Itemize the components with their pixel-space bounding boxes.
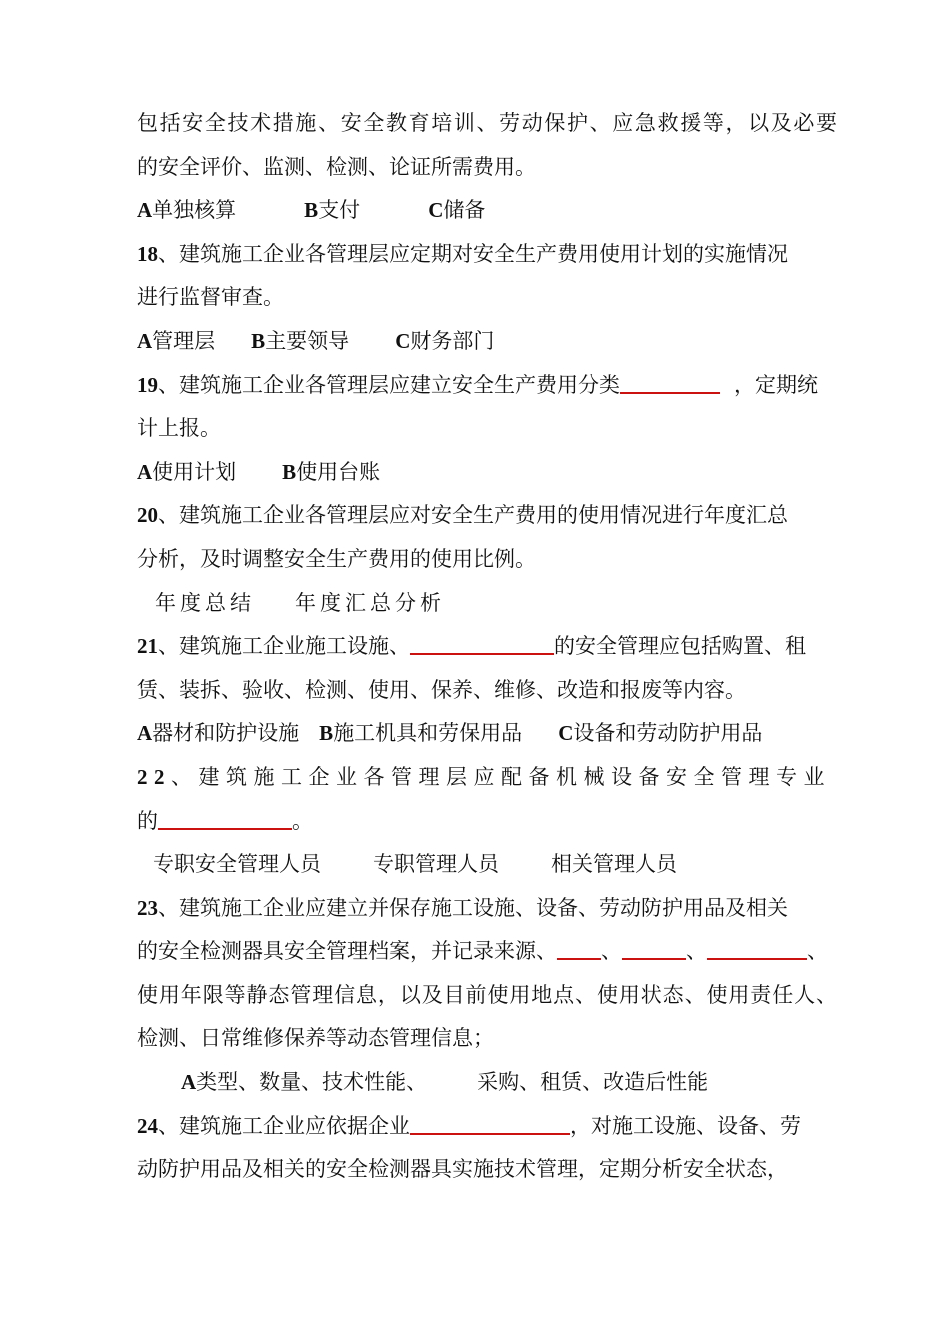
text-line: 动防护用品及相关的安全检测器具实施技术管理，定期分析安全状态， [137,1157,788,1182]
option-c: C财务部门 [395,328,495,353]
question-number: 23 [137,895,158,920]
text-line: 计上报。 [137,416,221,441]
answer-blank[interactable] [707,938,807,960]
question-number: 19 [137,372,158,397]
question-23: 23、建筑施工企业应建立并保存施工设施、设备、劳动防护用品及相关 [137,895,788,920]
text-line: 包括安全技术措施、安全教育培训、劳动保护、应急救援等，以及必要 [137,111,837,135]
answer-blank[interactable] [158,808,292,830]
option-a: A使用计划 [137,459,237,484]
question-21: 21、建筑施工企业施工设施、 的安全管理应包括购置、租 [137,634,806,659]
option-a: A类型、数量、技术性能、 [181,1070,428,1095]
answer-blank[interactable] [410,1113,570,1135]
option-b: B施工机具和劳保用品 [319,721,523,746]
q19-options [137,451,837,495]
option-a: A器材和防护设施 [137,721,300,746]
question-number: 18 [137,241,158,266]
answer-blank[interactable] [410,633,554,655]
question-18: 18、建筑施工企业各管理层应定期对安全生产费用使用计划的实施情况 [137,241,788,266]
question-number: 24 [137,1113,158,1138]
text-line: 进行监督审查。 [137,285,284,310]
option-2: 专职管理人员 [373,852,499,877]
q20-options [137,582,837,626]
question-22: 22、建筑施工企业各管理层应配备机械设备安全管理专业 [137,764,831,789]
option-1: 年度总结 [155,590,255,615]
question-20: 20、建筑施工企业各管理层应对安全生产费用的使用情况进行年度汇总 [137,503,788,528]
text-line: 的安全评价、监测、检测、论证所需费用。 [137,154,536,179]
text-line: 的安全检测器具安全管理档案，并记录来源、 、 、 、 [137,939,828,964]
answer-blank[interactable] [620,372,720,394]
option-b: B主要领导 [251,328,350,353]
text-line: 使用年限等静态管理信息，以及目前使用地点、使用状态、使用责任人、 [137,982,837,1007]
text-line: 检测、日常维修保养等动态管理信息； [137,1026,494,1051]
option-b: B使用台账 [282,459,381,484]
question-number: 22 [137,764,171,789]
option-1: 专职安全管理人员 [153,852,321,877]
option-a: A管理层 [137,328,216,353]
text-line: 的 。 [137,808,313,833]
q23-options [137,1061,837,1105]
question-24: 24、建筑施工企业应依据企业 ，对施工设施、设备、劳 [137,1113,801,1138]
question-number: 21 [137,634,158,659]
option-c: C设备和劳动防护用品 [558,721,763,746]
option-c: C储备 [428,198,486,223]
option-b: B支付 [304,198,361,223]
question-19: 19、建筑施工企业各管理层应建立安全生产费用分类 ，定期统 [137,372,818,397]
q18-options [137,320,837,364]
option-2: 年度汇总分析 [295,590,445,615]
q21-options [137,712,837,756]
text-line: 赁、装拆、验收、检测、使用、保养、维修、改造和报废等内容。 [137,677,746,702]
q17-options [137,189,837,233]
document-page [137,102,837,1192]
answer-blank[interactable] [557,938,601,960]
answer-blank[interactable] [622,938,686,960]
question-number: 20 [137,503,158,528]
option-3: 相关管理人员 [551,852,677,877]
q22-options [137,843,837,887]
option-a: A单独核算 [137,198,237,223]
text-line: 分析，及时调整安全生产费用的使用比例。 [137,546,536,571]
option-b: 采购、租赁、改造后性能 [477,1070,709,1095]
